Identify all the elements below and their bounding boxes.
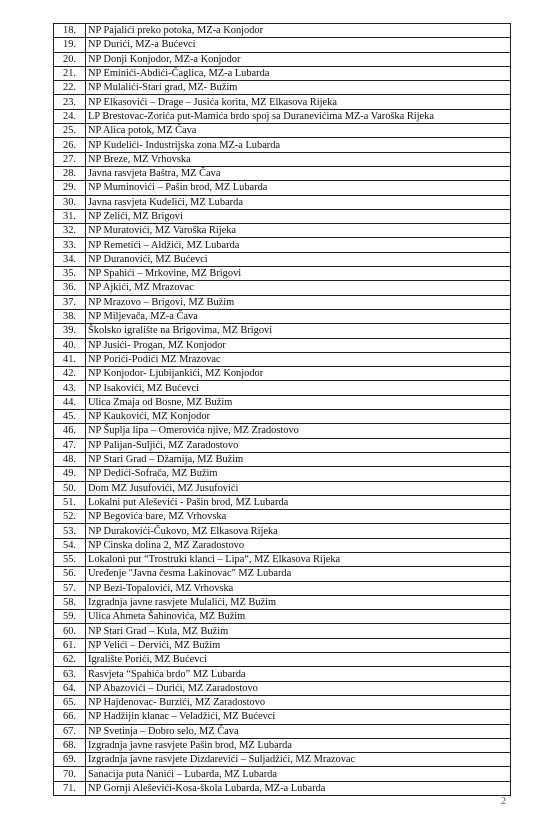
table-row bbox=[54, 66, 511, 80]
table-row bbox=[54, 638, 511, 652]
row-number: 66. bbox=[54, 710, 86, 724]
table-row bbox=[54, 309, 511, 323]
row-description: Školsko igralište na Brigovima, MZ Brigovi bbox=[86, 324, 511, 338]
table-row bbox=[54, 667, 511, 681]
table-row bbox=[54, 24, 511, 38]
projects-table-body bbox=[54, 24, 511, 796]
row-description: NP Muminovići – Pašin brod, MZ Lubarda bbox=[86, 181, 511, 195]
row-description: NP Gornji Aleševići-Kosa-škola Lubarda, MZ-a Lubarda bbox=[86, 781, 511, 795]
row-number: 41. bbox=[54, 352, 86, 366]
row-description: Lokaloni put “Trostruki klanci – Lipa“, MZ Elkasova Rijeka bbox=[86, 552, 511, 566]
row-number: 58. bbox=[54, 595, 86, 609]
row-number: 39. bbox=[54, 324, 86, 338]
row-number: 22. bbox=[54, 81, 86, 95]
row-number: 71. bbox=[54, 781, 86, 795]
table-row bbox=[54, 438, 511, 452]
table-row bbox=[54, 195, 511, 209]
row-description: NP Durakovići-Čukovo, MZ Elkasova Rijeka bbox=[86, 524, 511, 538]
row-number: 52. bbox=[54, 510, 86, 524]
table-row bbox=[54, 781, 511, 795]
row-number: 70. bbox=[54, 767, 86, 781]
table-row bbox=[54, 610, 511, 624]
row-number: 20. bbox=[54, 52, 86, 66]
row-description: NP Velići – Dervići, MZ Bužim bbox=[86, 638, 511, 652]
table-row bbox=[54, 510, 511, 524]
row-number: 35. bbox=[54, 267, 86, 281]
table-row bbox=[54, 324, 511, 338]
table-row bbox=[54, 295, 511, 309]
row-description: NP Stari Grad – Džamija, MZ Bužim bbox=[86, 452, 511, 466]
row-description: NP Šuplja lipa – Omerovića njive, MZ Zradostovo bbox=[86, 424, 511, 438]
row-description: Ulica Zmaja od Bosne, MZ Bužim bbox=[86, 395, 511, 409]
row-number: 56. bbox=[54, 567, 86, 581]
row-number: 45. bbox=[54, 410, 86, 424]
table-row bbox=[54, 267, 511, 281]
row-description: NP Bezi-Topalovići, MZ Vrhovska bbox=[86, 581, 511, 595]
table-row bbox=[54, 124, 511, 138]
row-number: 65. bbox=[54, 695, 86, 709]
row-number: 40. bbox=[54, 338, 86, 352]
table-row bbox=[54, 252, 511, 266]
row-description: NP Spahići – Mrkovine, MZ Brigovi bbox=[86, 267, 511, 281]
row-number: 21. bbox=[54, 66, 86, 80]
table-row bbox=[54, 52, 511, 66]
row-description: Sanacija puta Nanići – Lubarda, MZ Lubarda bbox=[86, 767, 511, 781]
row-description: NP Ajkići, MZ Mrazovac bbox=[86, 281, 511, 295]
table-row bbox=[54, 767, 511, 781]
table-row bbox=[54, 95, 511, 109]
table-row bbox=[54, 495, 511, 509]
row-number: 68. bbox=[54, 738, 86, 752]
row-description: NP Breze, MZ Vrhovska bbox=[86, 152, 511, 166]
row-number: 28. bbox=[54, 166, 86, 180]
row-description: NP Cinska dolina 2, MZ Zaradostovo bbox=[86, 538, 511, 552]
row-number: 19. bbox=[54, 38, 86, 52]
row-number: 33. bbox=[54, 238, 86, 252]
table-row bbox=[54, 410, 511, 424]
row-description: NP Kaukovići, MZ Konjodor bbox=[86, 410, 511, 424]
row-number: 36. bbox=[54, 281, 86, 295]
row-number: 37. bbox=[54, 295, 86, 309]
row-description: Igralište Porići, MZ Bućevci bbox=[86, 653, 511, 667]
table-row bbox=[54, 481, 511, 495]
table-row bbox=[54, 338, 511, 352]
row-number: 31. bbox=[54, 209, 86, 223]
table-row bbox=[54, 753, 511, 767]
projects-table bbox=[53, 23, 511, 796]
table-row bbox=[54, 166, 511, 180]
table-row bbox=[54, 710, 511, 724]
row-number: 60. bbox=[54, 624, 86, 638]
row-number: 18. bbox=[54, 24, 86, 38]
table-row bbox=[54, 681, 511, 695]
row-number: 62. bbox=[54, 653, 86, 667]
table-row bbox=[54, 109, 511, 123]
row-number: 46. bbox=[54, 424, 86, 438]
row-description: NP Begovića bare, MZ Vrhovska bbox=[86, 510, 511, 524]
table-row bbox=[54, 395, 511, 409]
row-description: NP Mrazovo – Brigovi, MZ Bužim bbox=[86, 295, 511, 309]
row-description: NP Hadžijin klanac – Veladžići, MZ Bućevci bbox=[86, 710, 511, 724]
table-row bbox=[54, 81, 511, 95]
row-description: NP Stari Grad – Kula, MZ Bužim bbox=[86, 624, 511, 638]
table-row bbox=[54, 424, 511, 438]
row-number: 67. bbox=[54, 724, 86, 738]
table-row bbox=[54, 381, 511, 395]
row-number: 49. bbox=[54, 467, 86, 481]
row-number: 51. bbox=[54, 495, 86, 509]
table-row bbox=[54, 567, 511, 581]
row-number: 32. bbox=[54, 224, 86, 238]
row-description: Javna rasvjeta Kudelići, MZ Lubarda bbox=[86, 195, 511, 209]
row-number: 48. bbox=[54, 452, 86, 466]
row-description: Dom MZ Jusufovići, MZ Jusufovići bbox=[86, 481, 511, 495]
row-description: NP Pajalići preko potoka, MZ-a Konjodor bbox=[86, 24, 511, 38]
table-row bbox=[54, 595, 511, 609]
row-description: NP Porići-Podići MZ Mrazovac bbox=[86, 352, 511, 366]
table-row bbox=[54, 552, 511, 566]
row-description: NP Muratovići, MZ Varoška Rijeka bbox=[86, 224, 511, 238]
row-description: Ulica Ahmeta Šahinovića, MZ Bužim bbox=[86, 610, 511, 624]
row-description: NP Mulalići-Stari grad, MZ- Bužim bbox=[86, 81, 511, 95]
row-number: 54. bbox=[54, 538, 86, 552]
row-number: 64. bbox=[54, 681, 86, 695]
row-description: NP Alica potok, MZ Čava bbox=[86, 124, 511, 138]
page-number: 2 bbox=[501, 796, 506, 807]
row-description: NP Svetinja – Dobro selo, MZ Čava bbox=[86, 724, 511, 738]
table-row bbox=[54, 209, 511, 223]
row-description: Izgradnja javne rasvjete Dizdarevići – Suljadžići, MZ Mrazovac bbox=[86, 753, 511, 767]
table-row bbox=[54, 524, 511, 538]
row-description: Izgradnja javne rasvjete Mulalići, MZ Bužim bbox=[86, 595, 511, 609]
table-row bbox=[54, 224, 511, 238]
table-row bbox=[54, 538, 511, 552]
row-number: 59. bbox=[54, 610, 86, 624]
table-row bbox=[54, 352, 511, 366]
row-description: NP Jusići- Progan, MZ Konjodor bbox=[86, 338, 511, 352]
table-row bbox=[54, 467, 511, 481]
row-number: 61. bbox=[54, 638, 86, 652]
row-description: NP Durići, MZ-a Bućevci bbox=[86, 38, 511, 52]
row-number: 69. bbox=[54, 753, 86, 767]
table-row bbox=[54, 724, 511, 738]
row-number: 63. bbox=[54, 667, 86, 681]
row-number: 43. bbox=[54, 381, 86, 395]
row-number: 30. bbox=[54, 195, 86, 209]
row-description: Javna rasvjeta Baštra, MZ Čava bbox=[86, 166, 511, 180]
row-description: NP Isakovići, MZ Bućevci bbox=[86, 381, 511, 395]
row-number: 53. bbox=[54, 524, 86, 538]
table-row bbox=[54, 738, 511, 752]
row-number: 34. bbox=[54, 252, 86, 266]
row-description: Rasvjeta “Spahića brdo” MZ Lubarda bbox=[86, 667, 511, 681]
row-description: NP Donji Konjodor, MZ-a Konjodor bbox=[86, 52, 511, 66]
table-row bbox=[54, 581, 511, 595]
row-description: NP Remetići – Aldžići, MZ Lubarda bbox=[86, 238, 511, 252]
row-number: 42. bbox=[54, 367, 86, 381]
row-description: NP Elkasovići – Drage – Jusića korita, MZ Elkasova Rijeka bbox=[86, 95, 511, 109]
row-description: Lokalni put Aleševići - Pašin brod, MZ Lubarda bbox=[86, 495, 511, 509]
row-description: NP Zelići, MZ Brigovi bbox=[86, 209, 511, 223]
row-number: 38. bbox=[54, 309, 86, 323]
table-row bbox=[54, 152, 511, 166]
table-row bbox=[54, 653, 511, 667]
row-description: NP Palijan-Suljići, MZ Zaradostovo bbox=[86, 438, 511, 452]
row-number: 50. bbox=[54, 481, 86, 495]
row-description: Izgradnja javne rasvjete Pašin brod, MZ Lubarda bbox=[86, 738, 511, 752]
row-number: 24. bbox=[54, 109, 86, 123]
table-row bbox=[54, 138, 511, 152]
row-description: NP Kudelići- Industrijska zona MZ-a Lubarda bbox=[86, 138, 511, 152]
table-row bbox=[54, 367, 511, 381]
table-row bbox=[54, 695, 511, 709]
table-row bbox=[54, 238, 511, 252]
table-row bbox=[54, 181, 511, 195]
table-row bbox=[54, 281, 511, 295]
row-number: 55. bbox=[54, 552, 86, 566]
row-number: 23. bbox=[54, 95, 86, 109]
row-number: 47. bbox=[54, 438, 86, 452]
row-description: Uređenje "Javna česma Lakinovac" MZ Lubarda bbox=[86, 567, 511, 581]
row-number: 27. bbox=[54, 152, 86, 166]
row-description: NP Duranovići, MZ Bućevci bbox=[86, 252, 511, 266]
table-row bbox=[54, 38, 511, 52]
row-description: NP Hajdenovac- Burzići, MZ Zaradostovo bbox=[86, 695, 511, 709]
row-description: LP Brestovac-Zorića put-Mamića brdo spoj sa Duranevićima MZ-a Varoška Rijeka bbox=[86, 109, 511, 123]
table-row bbox=[54, 452, 511, 466]
row-number: 29. bbox=[54, 181, 86, 195]
row-description: NP Konjodor- Ljubijankići, MZ Konjodor bbox=[86, 367, 511, 381]
row-number: 25. bbox=[54, 124, 86, 138]
row-description: NP Miljevača, MZ-a Čava bbox=[86, 309, 511, 323]
row-description: NP Abazovići – Durići, MZ Zaradostovo bbox=[86, 681, 511, 695]
row-number: 26. bbox=[54, 138, 86, 152]
table-row bbox=[54, 624, 511, 638]
row-description: NP Eminići-Abdići-Čaglica, MZ-a Lubarda bbox=[86, 66, 511, 80]
row-number: 57. bbox=[54, 581, 86, 595]
row-description: NP Dedići-Sofrača, MZ Bužim bbox=[86, 467, 511, 481]
row-number: 44. bbox=[54, 395, 86, 409]
